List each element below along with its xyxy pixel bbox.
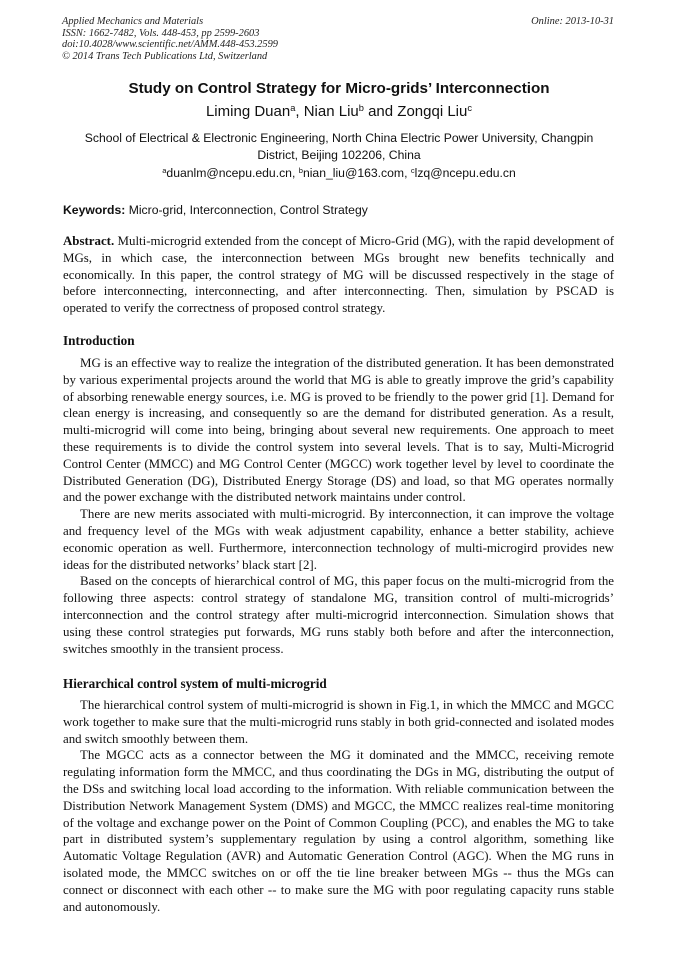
author-name: Zongqi Liu: [397, 103, 468, 120]
email-marker: b: [298, 165, 303, 175]
affiliation: School of Electrical & Electronic Engineering, North China Electric Power University, Changpin District, Beijing 102206, China: [84, 131, 594, 162]
paper-title: Study on Control Strategy for Micro-grids’ Interconnection: [128, 80, 550, 97]
author-separator: ,: [295, 103, 304, 120]
email-marker: a: [162, 165, 167, 175]
journal-copyright: © 2014 Trans Tech Publications Ltd, Switzerland: [62, 50, 268, 62]
author-marker: a: [290, 102, 296, 113]
paragraph: MG is an effective way to realize the integration of the distributed generation. It has been demonstrated by various experimental projects around the world that MG is able to greatly improve the grid’s capability of absorbing renewable energy sources, i.e. MG is proved to be friendly to the power grid [1]. Demand for clean energy is increasing, and consequently so are the demand for distributed generation. As a result, multi-microgrid will come into being, bringing about several new requirements. One approach to meet these requirements is to divide the control system into several levels. That is to say, Multi-Microgrid Control Center (MMCC) and MG Control Center (MGCC) work together level by level to coordinate the Distributed Generation (DG), Distributed Energy Storage (DS) and load, so that MG operates normally and the power exchange with the distributed network maintains under control.: [63, 356, 614, 505]
journal-issn: ISSN: 1662-7482, Vols. 448-453, pp 2599-2603: [62, 27, 260, 39]
journal-header: [62, 16, 278, 62]
journal-doi: doi:10.4028/www.scientific.net/AMM.448-453.2599: [62, 39, 278, 51]
author-marker: b: [358, 102, 364, 113]
author-marker: c: [467, 102, 473, 113]
hierarchical-control-body: [63, 697, 614, 915]
abstract-text: Multi-microgrid extended from the concept of Micro-Grid (MG), with the rapid development of MGs, in which case, the interconnection between MGs brought new benefits technically and economically. In this paper, the control strategy of MG will be discussed respectively in the stage of before interconnecting, interconnecting, and after interconnecting. Then, simulation by PSCAD is operated to verify the correctness of proposed control strategy.: [63, 234, 614, 316]
email-address: lzq@ncepu.edu.cn: [414, 166, 516, 180]
online-date: Online: 2013-10-31: [531, 16, 614, 27]
journal-name: Applied Mechanics and Materials: [62, 16, 204, 27]
paragraph: Based on the concepts of hierarchical control of MG, this paper focus on the multi-microgrid from the following three aspects: control strategy of standalone MG, transition control of multi-microgrids’ interconnection and the control strategy after multi-microgrid interconnection. Simulation shows that using these control strategies put forwards, MG runs stably both before and after the interconnection, switches smoothly in the transient process.: [63, 574, 614, 656]
introduction-body: [63, 355, 614, 657]
paragraph: The MGCC acts as a connector between the MG it dominated and the MMCC, receiving remote regulating information form the MMCC, and thus coordinating the DGs in MG, distributing the output of the DSs and switching local load according to the information. With reliable communication between the Distribution Network Management System (DMS) and MGCC, the MMCC realizes real-time monitoring of the voltage and exchange power on the Point of Common Coupling (PCC), and enables the MG to take part in distributed system’s supplementary regulation by using a control algorithm, something like Automatic Voltage Regulation (AVR) and Automatic Generation Control (AGC). When the MG runs in isolated mode, the MMCC switches on or off the tie line breaker between MGs -- thus the MGs can connect or disconnect with each other -- to make sure the MG with poor regulating capacity runs stable and autonomously.: [63, 748, 614, 914]
keywords-label: Keywords:: [63, 203, 126, 217]
email-address: duanlm@ncepu.edu.cn,: [166, 166, 299, 180]
email-address: nian_liu@163.com,: [302, 166, 411, 180]
author-name: Liming Duan: [205, 103, 291, 120]
paragraph: The hierarchical control system of multi-microgrid is shown in Fig.1, in which the MMCC and MGCC work together to make sure that the multi-microgrid runs stably in both grid-connected and isolated modes and switch smoothly between them.: [63, 698, 614, 746]
author-emails: [0, 166, 678, 180]
keywords: [63, 203, 368, 217]
section-heading-hierarchical-control: Hierarchical control system of multi-microgrid: [63, 676, 327, 691]
section-heading-introduction: Introduction: [63, 333, 135, 348]
keywords-text: Micro-grid, Interconnection, Control Strategy: [125, 203, 368, 217]
email-marker: c: [410, 165, 415, 175]
abstract-label: Abstract.: [63, 234, 115, 248]
paragraph: There are new merits associated with multi-microgrid. By interconnection, it can improve the voltage and frequency level of the MGs with weak adjustment capability, enhance a better stability, achieve economic operation as well. Furthermore, interconnection technology of multi-microgird provides new ideas for the distributed networks’ black start [2].: [63, 507, 614, 572]
author-separator: and: [363, 103, 398, 120]
author-list: [0, 103, 678, 120]
abstract: [63, 233, 614, 317]
author-name: Nian Liu: [303, 103, 359, 120]
